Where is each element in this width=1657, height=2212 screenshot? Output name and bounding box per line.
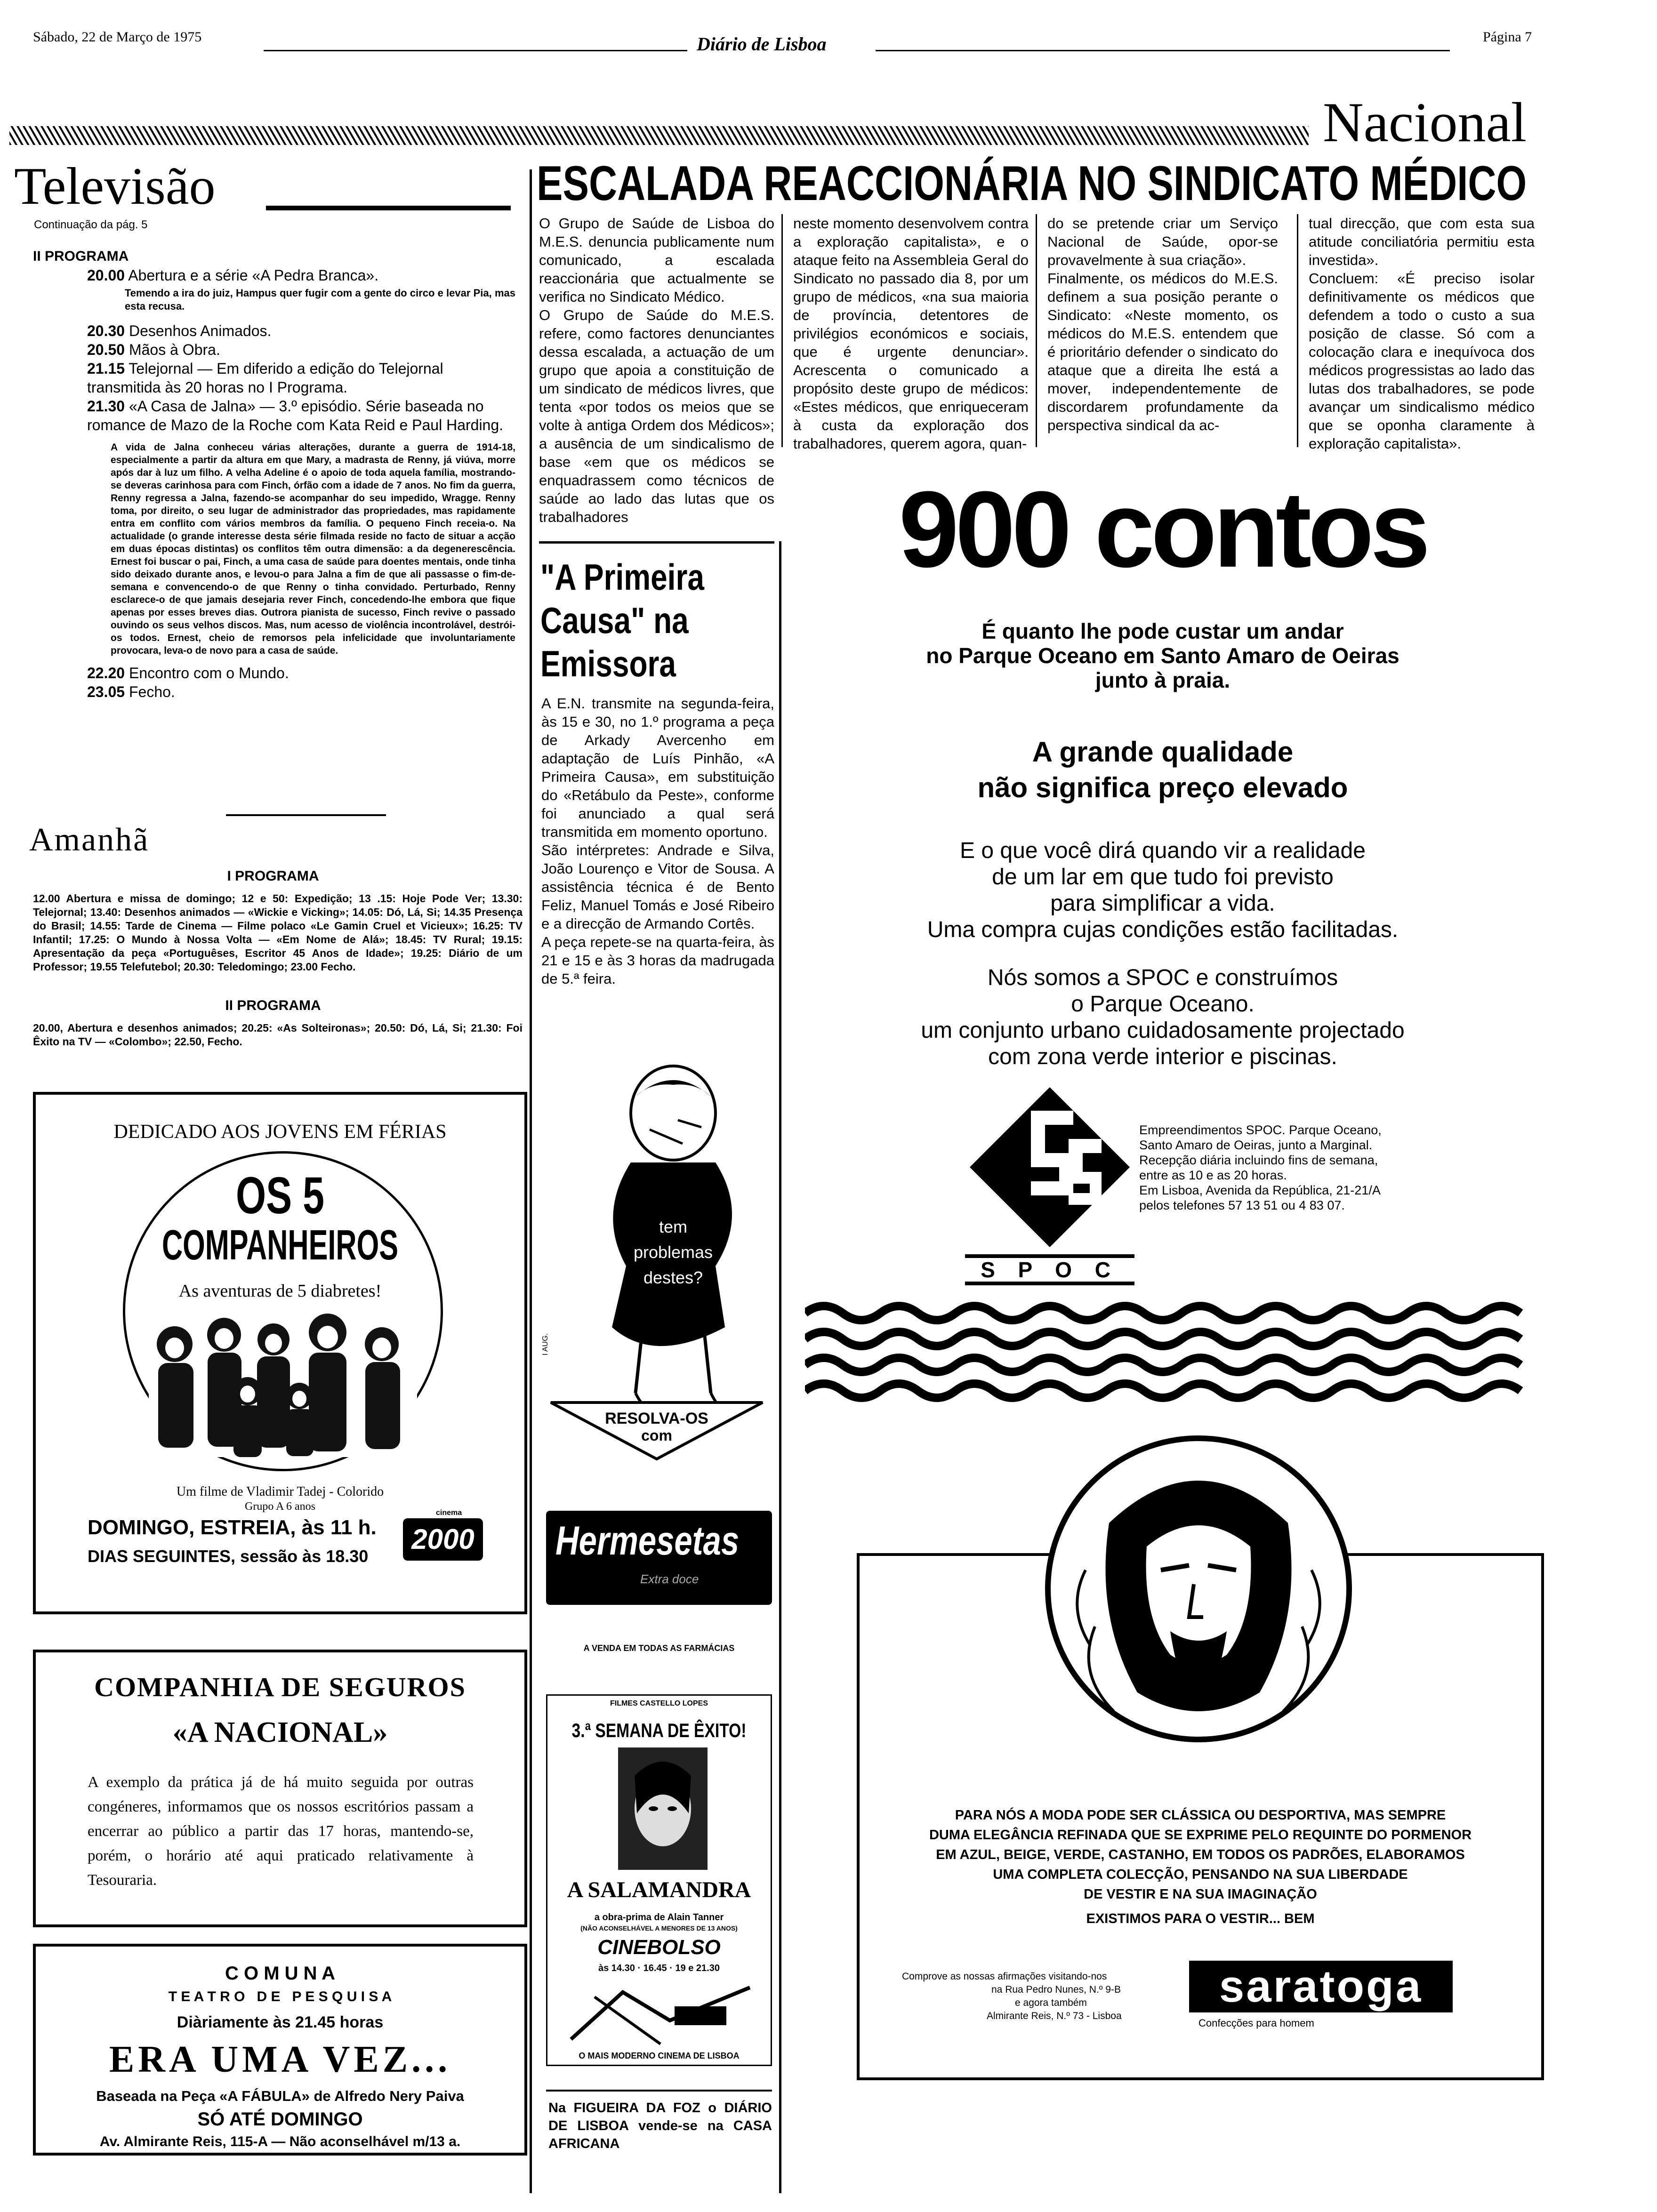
hermesetas-ad <box>546 1511 772 1605</box>
comuna-ad-title: ERA UMA VEZ... <box>109 2039 451 2080</box>
comuna-ad-line3: Diàriamente às 21.45 horas <box>177 2013 384 2031</box>
problemas-bubble-line: problemas <box>633 1242 713 1262</box>
amanha-title: Amanhã <box>29 822 150 858</box>
saratoga-address <box>902 1970 1166 2023</box>
spoc-contact <box>1139 1122 1525 1213</box>
jovens-ad-grupo: Grupo A 6 anos <box>245 1500 315 1513</box>
spoc-logo-text: S P O C <box>965 1254 1134 1285</box>
figueira-rule <box>546 2090 772 2092</box>
comuna-ad-line6: Av. Almirante Reis, 115-A — Não aconselhável m/13 a. <box>99 2134 461 2149</box>
spoc-logo-icon <box>965 1082 1134 1252</box>
tv-item-time: 20.30 <box>87 322 125 339</box>
saratoga-caps <box>860 1805 1541 1904</box>
spoc-sub-line: junto à praia. <box>1095 668 1231 692</box>
comuna-ad-line2: T E A T R O D E P E S Q U I S A <box>168 1989 392 2004</box>
amanha-prog1-heading: I PROGRAMA <box>227 868 319 884</box>
tv-prog2-heading: II PROGRAMA <box>33 248 129 264</box>
spoc-waves <box>805 1299 1535 1421</box>
tv-item-time: 22.20 <box>87 665 125 681</box>
salamandra-photo <box>618 1747 708 1870</box>
spoc-contact-line: Empreendimentos SPOC. Parque Oceano, <box>1139 1123 1382 1137</box>
primeira-causa-headline: "A Primeira Causa" na Emissora <box>540 556 704 684</box>
tv-item-time: 23.05 <box>87 683 125 700</box>
column-divider-left <box>530 169 532 2193</box>
saratoga-existimos: EXISTIMOS PARA O VESTIR... BEM <box>1086 1911 1315 1926</box>
salamandra-top: FILMES CASTELLO LOPES <box>610 1699 708 1707</box>
spoc-contact-line: Santo Amaro de Oeiras, junto a Marginal. <box>1139 1138 1373 1152</box>
jovens-ad-top: DEDICADO AOS JOVENS EM FÉRIAS <box>113 1121 447 1143</box>
section-title: Nacional <box>1323 91 1527 153</box>
hermesetas-bottom: A VENDA EM TODAS AS FARMÁCIAS <box>583 1643 735 1653</box>
saratoga-address-line: Comprove as nossas afirmações visitando-nos <box>902 1971 1107 1982</box>
problemas-bubble-line: tem <box>659 1217 687 1236</box>
comuna-ad <box>33 1944 527 2156</box>
main-article-col2: neste momento desenvolvem contra a exploração capitalista», e o ataque feito na Assembleia Geral do Sindicato no passado dia 8, por um grupo de médicos, «na sua maioria de província, detentores de privilégios económicos e sociais, que é urgente denunciar». Acrescenta o comunicado a propósito deste grupo de médicos: «Estes médicos, que enriqueceram à custa da exploração dos trabalhadores, querem agora, quan- <box>793 215 1029 452</box>
amanha-prog1-text: 12.00 Abertura e missa de domingo; 12 e 50: Expedição; 13 .15: Hoje Pode Ver; 13.30: Telejornal; 13.40: Desenhos animados — «Wickie e Vicking»; 14.05: Dó, Lá, Si; 14.35 Presença do Brasil; 14.55: Tarde de Cinema — Filme polaco «Le Gamin Cruel et Vicieux»; 16.25: TV Infantil; 17.25: O Mundo à Nossa Volta — «Em Nome de Alá»; 18.45: TV Rural; 19.15: Apresentação da peça «Portuguêses, Escritor 45 Anos de Idade»; 19.25: Diário de um Professor; 19.55 Telefutebol; 20.30: Teledomingo; 23.00 Fecho. <box>33 892 523 973</box>
tv-pedra-note: Temendo a ira do juiz, Hampus quer fugir com a gente do circo e levar Pia, mas esta recusa. <box>125 287 515 312</box>
salamandra-bottom: O MAIS MODERNO CINEMA DE LISBOA <box>579 2051 740 2060</box>
spoc-para2 <box>786 965 1539 1070</box>
cinema-2000-logo: 2000 <box>403 1518 483 1561</box>
comuna-ad-line4: Baseada na Peça «A FÁBULA» de Alfredo Nery Paiva <box>96 2088 464 2104</box>
spoc-para-line: Nós somos a SPOC e construímos <box>987 965 1338 990</box>
problemas-bubble-line: destes? <box>643 1268 703 1287</box>
tv-item-time: 20.50 <box>87 341 125 358</box>
spoc-quality-line: A grande qualidade <box>1032 736 1294 768</box>
col-rule <box>1297 214 1298 447</box>
issue-date: Sábado, 22 de Março de 1975 <box>33 29 202 45</box>
spoc-contact-line: pelos telefones 57 13 51 ou 4 83 07. <box>1139 1198 1345 1212</box>
tv-item <box>87 682 515 701</box>
tv-continuation: Continuação da pág. 5 <box>34 218 148 231</box>
section-hatch-bar <box>9 126 1309 145</box>
hermesetas-sub: Extra doce <box>640 1572 699 1586</box>
saratoga-address-line: e agora também <box>1015 1997 1087 2008</box>
col-rule <box>1036 214 1037 447</box>
saratoga-portrait <box>1038 1429 1359 1749</box>
jovens-ad-subtitle: As aventuras de 5 diabretes! <box>178 1281 382 1301</box>
main-article-col4: tual direcção, que com esta sua atitude conciliatória permitiu esta investida». Concluem: «É preciso isolar definitivamente os médicos que defendem a todo o custo a sua posição de classe. Só com a colocação clara e inequívoca dos médicos progressistas ao lado das lutas dos trabalhadores, se pode avançar um sindicalismo médico que se oponha claramente à exploração capitalista». <box>1309 215 1535 452</box>
problemas-side-credit: I AUG. <box>541 1333 549 1355</box>
tv-item-text: Desenhos Animados. <box>129 322 272 339</box>
spoc-para-line: de um lar em que tudo foi previsto <box>992 865 1334 890</box>
saratoga-tagline: Confecções para homem <box>1199 2017 1314 2029</box>
spoc-para-line: para simplificar a vida. <box>1050 891 1275 916</box>
jovens-ad-title1: OS 5 <box>235 1167 324 1225</box>
spoc-quality-line: não significa preço elevado <box>977 772 1348 803</box>
newspaper-name: Diário de Lisboa <box>697 33 827 55</box>
salamandra-line1: a obra-prima de Alain Tanner <box>594 1912 724 1923</box>
tv-item <box>87 340 515 359</box>
saratoga-caps-line: DE VESTIR E NA SUA IMAGINAÇÃO <box>1084 1887 1317 1902</box>
tv-title-rule <box>266 206 511 210</box>
spoc-para-line: o Parque Oceano. <box>1071 992 1255 1017</box>
spoc-contact-line: entre as 10 e as 20 horas. <box>1139 1168 1287 1182</box>
spoc-sub-line: no Parque Oceano em Santo Amaro de Oeiras <box>926 643 1400 668</box>
problemas-resolva: RESOLVA-OS <box>605 1410 708 1427</box>
tv-item <box>87 266 515 285</box>
saratoga-address-line: na Rua Pedro Nunes, N.º 9-B <box>991 1984 1121 1995</box>
masthead-rule-right <box>876 50 1450 51</box>
salamandra-semana: 3.ª SEMANA DE ÊXITO! <box>571 1719 747 1741</box>
saratoga-address-line: Almirante Reis, N.º 73 - Lisboa <box>987 2011 1122 2021</box>
tv-schedule <box>87 266 515 701</box>
seguros-ad-title2: «A NACIONAL» <box>172 1716 388 1748</box>
tv-item-time: 20.00 <box>87 267 125 284</box>
comuna-ad-line1: C O M U N A <box>225 1963 336 1984</box>
spoc-sub-line: É quanto lhe pode custar um andar <box>981 619 1344 643</box>
spoc-para1 <box>786 838 1539 943</box>
salamandra-title: A SALAMANDRA <box>567 1877 751 1902</box>
problemas-ad <box>541 1045 772 1464</box>
tv-item <box>87 397 515 434</box>
main-article-col3: do se pretende criar um Serviço Nacional de Saúde, opor-se provavelmente à sua criação». Finalmente, os médicos do M.E.S. definem a sua posição perante o Sindicato: «Neste momento, os médicos do M.E.S. entendem que é prioritário defender o sindicato do ataque que a direita lhe está a mover, independentemente de discordarem profundamente da perspectiva sindical da ac- <box>1047 215 1278 433</box>
spoc-para-line: um conjunto urbano cuidadosamente projectado <box>921 1018 1405 1043</box>
jovens-ad <box>33 1092 527 1614</box>
spoc-para-line: E o que você dirá quando vir a realidade <box>960 838 1366 863</box>
jovens-ad-photo <box>149 1311 417 1457</box>
main-article-col1: O Grupo de Saúde de Lisboa do M.E.S. denuncia publicamente num comunicado, a escalada reaccionária que actualmente se verifica no Sindicato Médico. O Grupo de Saúde do M.E.S. refere, como factores denunciantes dessa escalada, a actuação de um grupo que apoia a constituição de um sindicato de médicos livres, que tenta «por todos os meios que se volte à antiga Ordem dos Médicos»; a ausência de um sindicalismo de base «em que os médicos se enquadrassem como técnicos de saúde ao lado das lutas que os trabalhadores <box>539 215 774 525</box>
hermesetas-brand: Hermesetas <box>555 1518 740 1563</box>
spoc-sub <box>786 619 1539 692</box>
amanha-prog2-heading: II PROGRAMA <box>225 998 321 1013</box>
tv-item-time: 21.30 <box>87 398 125 415</box>
amanha-prog2-text: 20.00, Abertura e desenhos animados; 20.25: «As Solteironas»; 20.50: Dó, Lá, Si; 21.30: Foi Êxito na TV — «Colombo»; 22.50, Fecho. <box>33 1022 523 1048</box>
tv-jalna-synopsis: A vida de Jalna conheceu várias alterações, durante a guerra de 1914-18, especialmente a partir da altura em que Mary, a madrasta de Renny, já viúva, morre após dar à luz um filho. A velha Adeline é o apoio de toda aquela família, mostrando-se deveras carinhosa para com Finch, órfão com a idade de 7 anos. No fim da guerra, Renny regressa a Jalna, fazendo-se acompanhar do seu impedido, Wragge. Renny toma, por direito, o seu lugar de administrador das propriedades, mas rapidamente entra em conflito com vários membros da família. O pequeno Finch receia-o. Na actualidade (o grande interesse desta série filmada reside no facto de situar a acção em duas épocas distintas) os conflitos têm outra dimensão: a da degenerescência. Ernest foi buscar o pai, Finch, a uma casa de saúde para doentes mentais, onde tinha sido deixado durante anos, e levou-o para Jalna a fim de que ali passasse o fim-de-semana e convencendo-o de que Renny o tinha convidado. Perturbado, Renny esclarece-o de que jamais desejaria rever Finch, concedendo-lhe embora que fique apenas por esses breves dias. Outrora pianista de sucesso, Finch revive o passado ouvindo os seus velhos discos. Mas, num acesso de violência incontrolável, destrói-os todos. Ernest, cheio de remorsos pela infelicidade que involuntariamente provocara, leva-o de novo para a casa de saúde. <box>111 442 515 656</box>
tv-item-text: Telejornal — Em diferido a edição do Telejornal transmitida às 20 horas no I Programa. <box>87 360 443 396</box>
spoc-para-line: Uma compra cujas condições estão facilitadas. <box>927 917 1399 942</box>
tv-item-text: Fecho. <box>129 683 175 700</box>
seguros-ad-title1: COMPANHIA DE SEGUROS <box>94 1672 466 1702</box>
figueira-note: Na FIGUEIRA DA FOZ o DIÁRIO DE LISBOA vende-se na CASA AFRICANA <box>548 2100 772 2151</box>
salamandra-ad <box>546 1694 772 2066</box>
tv-item <box>87 359 515 397</box>
tv-item-time: 21.15 <box>87 360 125 377</box>
tv-item-text: Abertura e a série «A Pedra Branca». <box>128 267 379 284</box>
masthead-rule-left <box>264 50 687 51</box>
saratoga-caps-line: UMA COMPLETA COLECÇÃO, PENSANDO NA SUA LIBERDADE <box>993 1867 1408 1882</box>
jovens-ad-estreia: DOMINGO, ESTREIA, às 11 h. <box>88 1516 377 1539</box>
primeira-rule <box>539 541 774 544</box>
tv-item-text: «A Casa de Jalna» — 3.º episódio. Série baseada no romance de Mazo de la Roche com Kata Reid e Paul Harding. <box>87 398 504 433</box>
spoc-quality <box>786 734 1539 806</box>
saratoga-caps-line: EM AZUL, BEIGE, VERDE, CASTANHO, EM TODOS OS PADRÕES, ELABORAMOS <box>936 1847 1465 1862</box>
primeira-causa-body: A E.N. transmite na segunda-feira, às 15 e 30, no 1.º programa a peça de Arkady Avercenho em adaptação de Luís Pinhão, «A Primeira Causa», em substituição do «Retábulo da Peste», conforme foi anunciado a qual será transmitida em momento oportuno. São intérpretes: Andrade e Silva, João Lourenço e Vitor de Sousa. A assistência técnica é de Bento Feliz, Manuel Tomás e José Ribeiro e a direcção de Armando Cortês. A peça repete-se na quarta-feira, às 21 e 15 e às 3 horas da madrugada de 5.ª feira. <box>541 695 774 987</box>
column-divider-mid <box>779 541 781 2193</box>
salamandra-cinema: CINEBOLSO <box>597 1936 721 1959</box>
spoc-ad <box>786 452 1539 1346</box>
tv-item-text: Mãos à Obra. <box>129 341 220 358</box>
saratoga-caps-line: PARA NÓS A MODA PODE SER CLÁSSICA OU DESPORTIVA, MAS SEMPRE <box>955 1808 1446 1823</box>
salamandra-sessions: às 14.30 · 16.45 · 19 e 21.30 <box>598 1963 720 1973</box>
comuna-ad-line5: SÓ ATÉ DOMINGO <box>197 2109 363 2130</box>
tv-item-text: Encontro com o Mundo. <box>129 665 289 681</box>
jovens-ad-seguintes: DIAS SEGUINTES, sessão às 18.30 <box>88 1547 369 1566</box>
page-number: Página 7 <box>1483 29 1532 45</box>
problemas-bubble <box>612 1214 734 1290</box>
seguros-ad-body: A exemplo da prática já de há muito seguida por outras congéneres, informamos que os nossos escritórios passam a encerrar ao público a partir das 17 horas, mantendo-se, porém, o horário até aqui praticado relativamente à Tesouraria. <box>88 1774 474 1889</box>
saratoga-logo: saratoga <box>1189 1961 1453 2012</box>
jovens-ad-cinema-label: cinema <box>436 1509 462 1517</box>
saratoga-caps-line: DUMA ELEGÂNCIA REFINADA QUE SE EXPRIME PELO REQUINTE DO PORMENOR <box>929 1827 1472 1843</box>
salamandra-line2: (NÃO ACONSELHÁVEL A MENORES DE 13 ANOS) <box>580 1924 738 1932</box>
problemas-com: com <box>641 1427 672 1444</box>
salamandra-map <box>566 1978 755 2049</box>
col-rule <box>781 214 783 447</box>
main-headline: ESCALADA REACCIONÁRIA NO SINDICATO MÉDICO <box>537 156 1527 211</box>
spoc-contact-line: Em Lisboa, Avenida da República, 21-21/A <box>1139 1183 1381 1197</box>
spoc-headline: 900 contos <box>899 469 1427 590</box>
jovens-ad-director: Um filme de Vladimir Tadej - Colorido <box>176 1484 384 1499</box>
seguros-ad <box>33 1650 527 1927</box>
spoc-contact-line: Recepção diária incluindo fins de semana, <box>1139 1153 1378 1167</box>
amanha-rule <box>226 814 386 816</box>
saratoga-ad <box>857 1553 1544 2080</box>
jovens-ad-title2: COMPANHEIROS <box>161 1222 399 1269</box>
spoc-para-line: com zona verde interior e piscinas. <box>988 1044 1337 1069</box>
tv-item <box>87 321 515 340</box>
tv-item <box>87 664 515 682</box>
tv-title: Televisão <box>14 157 216 216</box>
